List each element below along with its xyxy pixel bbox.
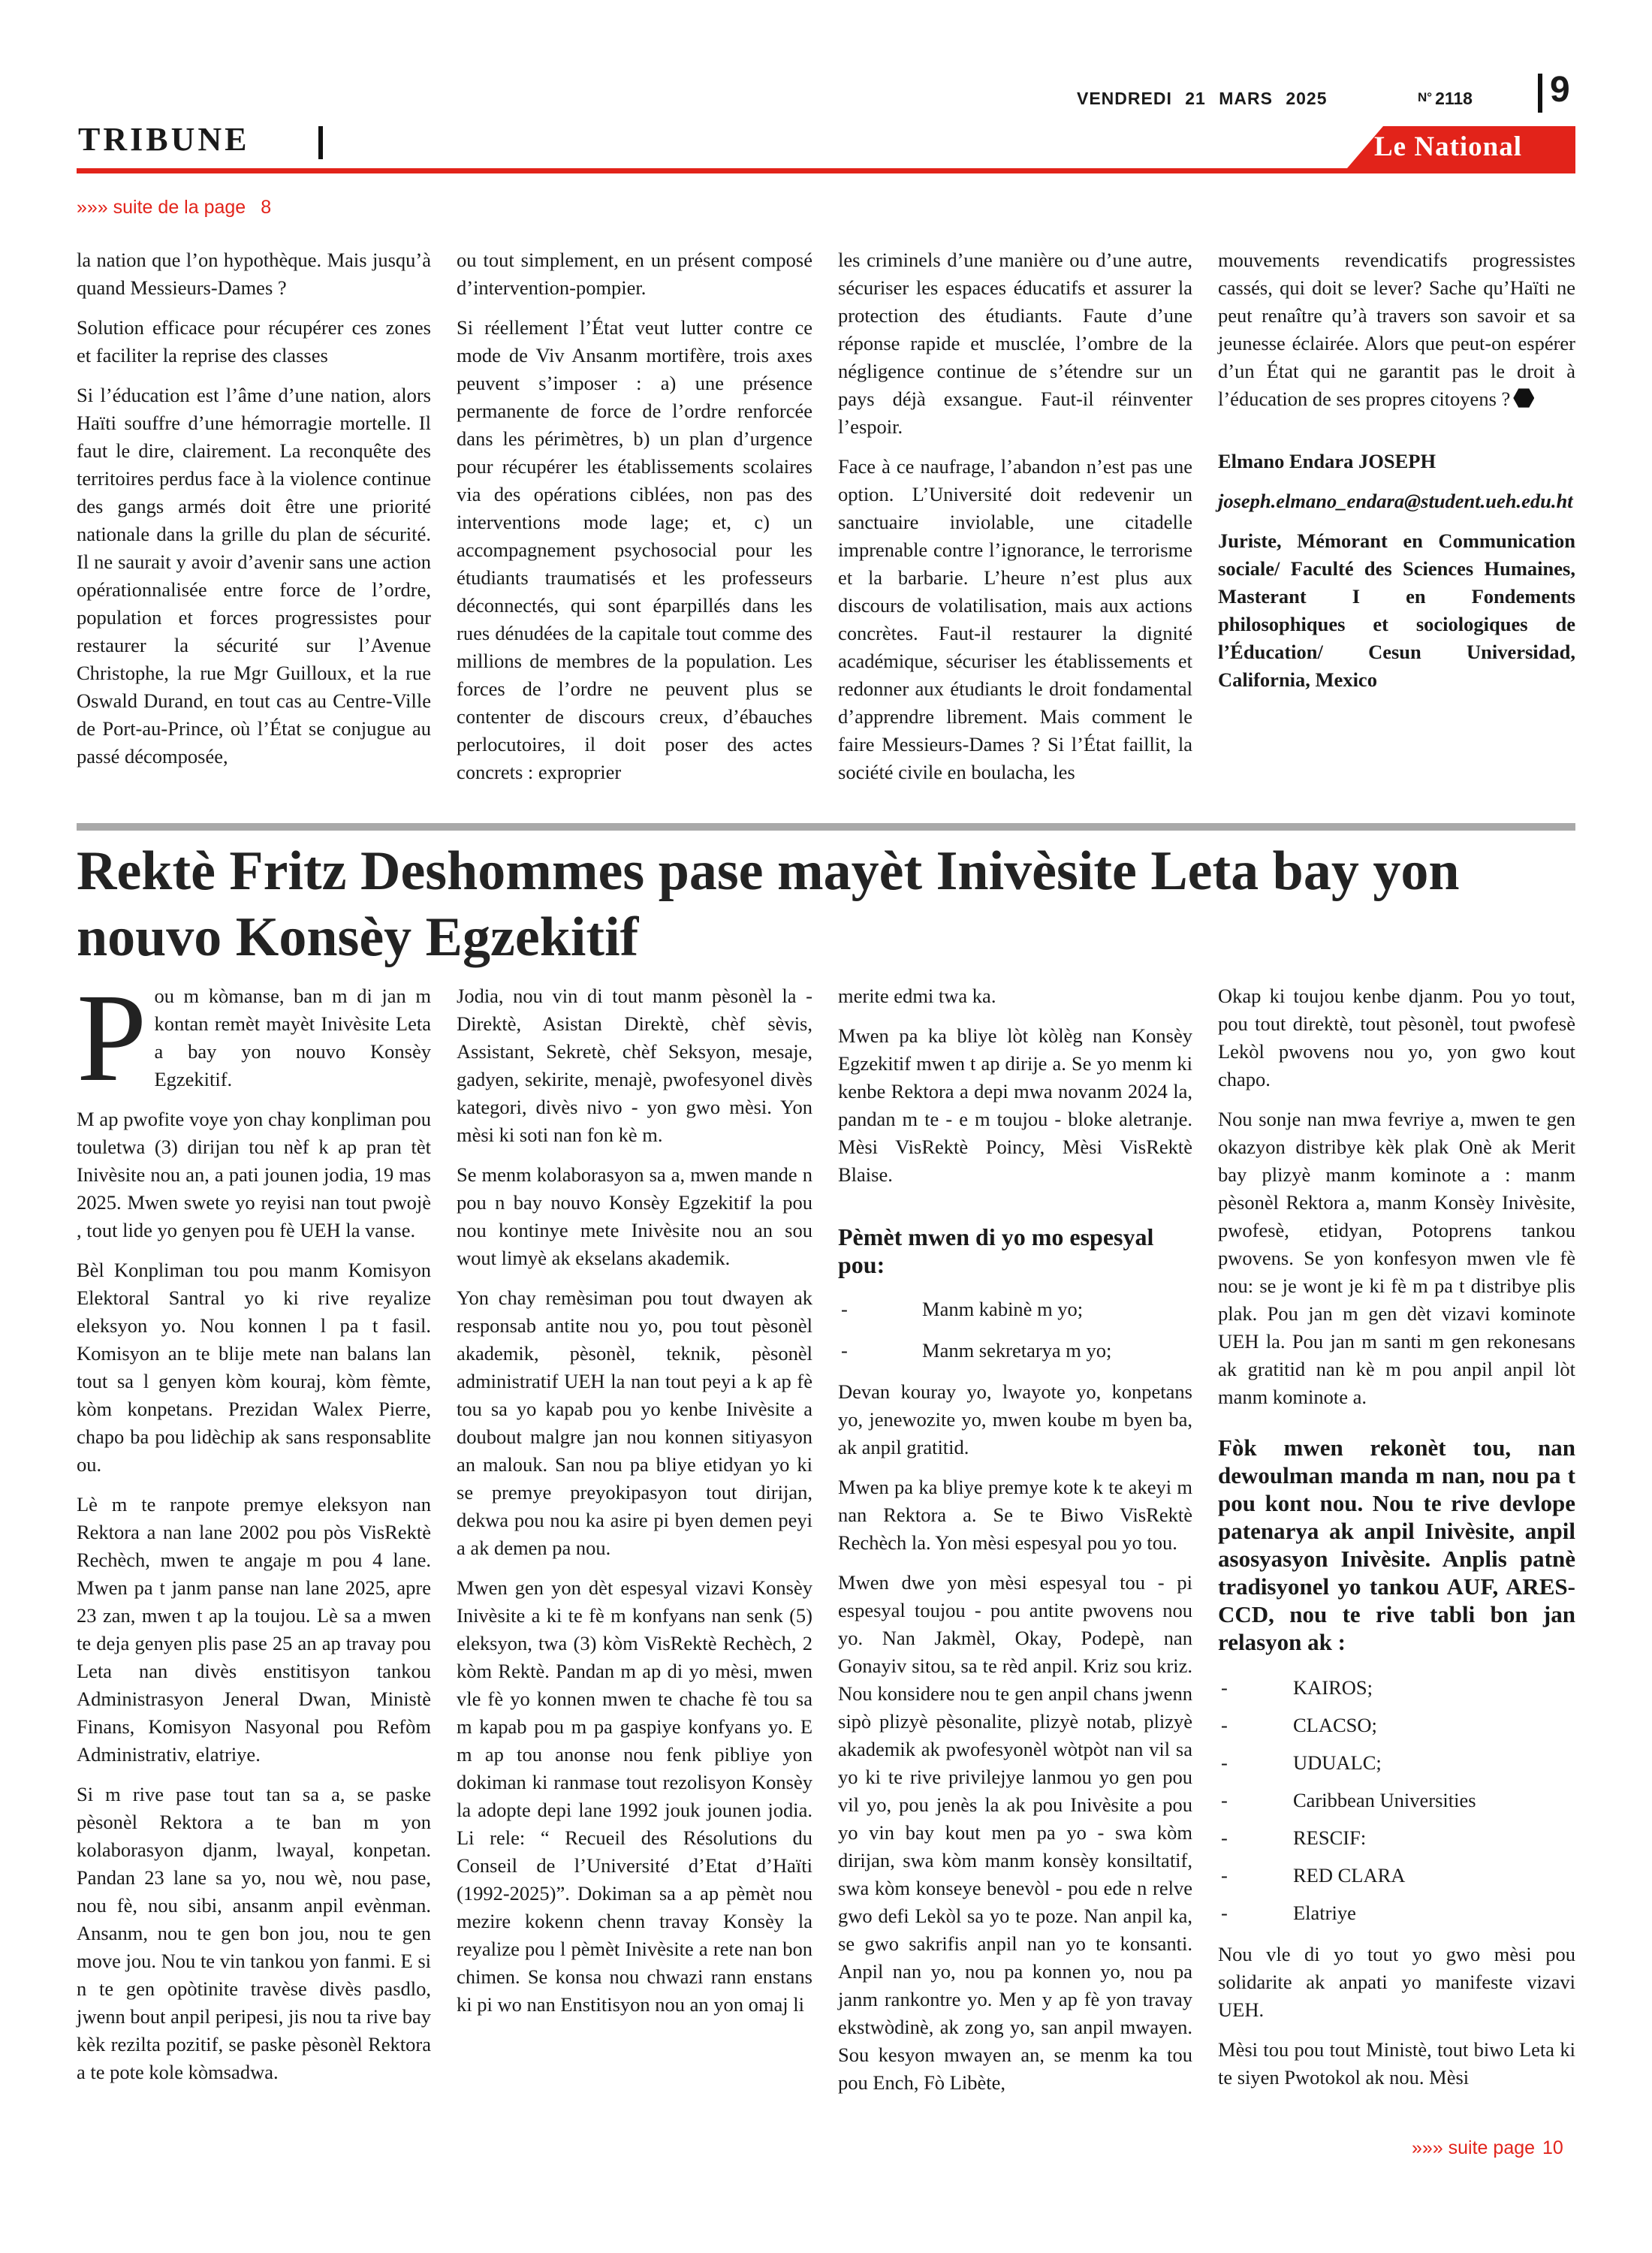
article-paragraph: Nou sonje nan mwa fevriye a, mwen te gen okazyon distribye kèk plak Onè ak Merit bay plizyè manm kominote a : manm pèsonèl Rektora a, manm Konsèy Inivèsite, pwofesè, etidyan, Potoprens tankou pwovens. Se yon konfesyon mwen vle fè nou: se je wont je ki fè m pa t distribye plis plak. Pou jan m gen dèt vizavi kominote UEH la. Pou jan m santi m gen rekonesans ak gratitid nan kè m pou anpil anpil lòt manm kominote a. <box>1218 1108 1575 1408</box>
list-dash: - <box>841 1298 848 1320</box>
tribune-column-1 <box>77 246 431 783</box>
continued-to-page: 10 <box>1542 2137 1563 2158</box>
article-paragraph: Se menm kolaborasyon sa a, mwen mande n pou n bay nouvo Konsèy Egzekitif la pou nou kontinye mete Inivèsite nou an sou wout limyè ak ekselans akademik. <box>457 1163 812 1269</box>
list-item-text: KAIROS; <box>1293 1676 1373 1699</box>
section-title: TRIBUNE <box>78 121 250 158</box>
article-paragraph: Bèl Konpliman tou pou manm Komisyon Elektoral Santral yo ki rive reyalize eleksyon yo. Nou konnen l pa t fasil. Komisyon an te blije mete nan balans lan tout sa l genyen kòm kouraj, kòm fèmte, kòm konpetans. Prezidan Walex Pierre, chapo ba pou lidèchip ak sans responsablite ou. <box>77 1259 431 1476</box>
continued-from-page: 8 <box>261 197 272 218</box>
article-paragraph: Devan kouray yo, lwayote yo, konpetans yo, jenewozite yo, mwen koube m byen ba, ak anpil gratitid. <box>838 1380 1192 1458</box>
tribune-paragraph: Si l’éducation est l’âme d’une nation, alors Haïti souffre d’une hémorragie mortelle. Il faut le dire, clairement. La reconquête des territoires perdus face à la violence continue des gangs armés doit être une priorité nationale dans la grille du plan de sécurité. Il ne saurait y avoir d’avenir sans une action opérationnalisée entre force de l’ordre, population et forces progressistes pour restaurer la sécurité sur l’Avenue Christophe, la rue Mgr Guilloux, et la rue Oswald Durand, en tout cas au Centre-Ville de Port-au-Prince, où l’État se conjugue au passé décomposée, <box>77 384 431 768</box>
article-paragraph: Okap ki toujou kenbe djanm. Pou yo tout, pou tout direktè, tout pèsonèl, tout pwofesè Lekòl pwovens nou yo, yon gwo kout chapo. <box>1218 985 1575 1090</box>
list-item-text: Manm sekretarya m yo; <box>922 1339 1112 1362</box>
header-rule <box>77 168 1575 173</box>
tribune-paragraph: Solution efficace pour récupérer ces zones et faciliter la reprise des classes <box>77 316 431 366</box>
list-item <box>1218 1712 1575 1739</box>
list-item <box>838 1295 1192 1323</box>
article-paragraph: Jodia, nou vin di tout manm pèsonèl la - Direktè, Asistan Direktè, chèf sèvis, Assistant, Sekretè, chèf Seksyon, mesaje, gadyen, sekirite, menajè, pwofesyonel divès kategori, divès nivo - yon gwo mèsi. Yon mèsi ki soti nan fon kè m. <box>457 985 812 1146</box>
article-headline: Rektè Fritz Deshommes pase mayèt Inivèsite Leta bay yon nouvo Konsèy Egzekitif <box>77 840 1460 968</box>
article-paragraph: Mwen dwe yon mèsi espesyal tou - pi espesyal toujou - pou antite pwovens nou yo. Nan Jakmèl, Okay, Podepè, nan Gonayiv sitou, sa te rèd anpil. Kriz sou kriz. Nou konsidere nou te gen anpil chans jwenn sipò plizyè pèsonalite, plizyè notab, plizyè akademik ak pwofesyonèl wòtpòt nan vil sa yo ki te rive privilejye lanmou yo gen pou vil yo, pou jenès la ak pou Inivèsite a pou yo vin bay kout men pa yo - swa kòm dirijan, swa kòm manm konsèy konsiltatif, swa kòm konseye benevòl - pou ede n relve gwo defi Lekòl sa yo te poze. Nan anpil ka, se gwo sakrifis anpil nan yo te konsanti. Anpil nan yo, nou pa konnen yo, nou pa janm rankontre yo. Men y ap fè yon travay ekstwòdinè, ak zong yo, san anpil mwayen. Sou kesyon mwayen an, se menm ka tou pou Ench, Fò Libète, <box>838 1571 1192 2094</box>
lead-text: ou m kòmanse, ban m di jan m kontan remèt mayèt Inivèsite Leta a bay yon nouvo Konsèy Egzekitif. <box>154 985 431 1090</box>
issue-number-prefix: N° <box>1418 90 1433 104</box>
list-dash: - <box>1221 1902 1228 1924</box>
list-item <box>1218 1787 1575 1814</box>
article-divider <box>77 823 1575 831</box>
list-item <box>1218 1899 1575 1927</box>
tribune-paragraph: la nation que l’on hypothèque. Mais jusqu’à quand Messieurs-Dames ? <box>77 249 431 299</box>
continued-from <box>77 197 271 219</box>
list-item-text: RED CLARA <box>1293 1864 1406 1887</box>
continued-to-label: »»» suite page <box>1412 2137 1536 2158</box>
newspaper-name: Le National <box>1374 131 1523 162</box>
list-dash: - <box>1221 1714 1228 1736</box>
tribune-column-3 <box>838 246 1192 798</box>
continued-from-label: »»» suite de la page <box>77 197 246 218</box>
thanks-list <box>838 1295 1192 1365</box>
list-dash: - <box>1221 1751 1228 1774</box>
article-subheading: Pèmèt mwen di yo mo espesyal pou: <box>838 1223 1154 1278</box>
list-item <box>1218 1824 1575 1852</box>
list-item-text: UDUALC; <box>1293 1751 1382 1774</box>
continued-to <box>1412 2137 1563 2159</box>
author-name: Elmano Endara JOSEPH <box>1218 450 1436 472</box>
list-item-text: Caribbean Universities <box>1293 1789 1476 1811</box>
issue-number-value: 2118 <box>1435 89 1473 108</box>
article-paragraph: Mwen pa ka bliye lòt kòlèg nan Konsèy Egzekitif mwen t ap dirije a. Se yo menm ki kenbe Rektora a depi mwa novanm 2024 la, pandan m te - e m toujou - bloke aletranje. Mèsi VisRektè Poincy, Mèsi VisRektè Blaise. <box>838 1024 1192 1186</box>
tribune-column-2 <box>457 246 812 798</box>
tribune-paragraph: les criminels d’une manière ou d’une autre, sécuriser les espaces éducatifs et assurer la protection des étudiants. Faute d’une réponse rapide et musclée, l’ombre de la négligence continue de s’étendre sur un pays déjà exsangue. Faut-il réinventer l’espoir. <box>838 249 1192 438</box>
list-item-text: Manm kabinè m yo; <box>922 1298 1084 1320</box>
list-dash: - <box>841 1339 848 1362</box>
article-paragraph: Nou vle di yo tout yo gwo mèsi pou solidarite ak anpati yo manifeste vizavi UEH. <box>1218 1943 1575 2021</box>
list-item <box>1218 1749 1575 1777</box>
list-item-text: Elatriye <box>1293 1902 1356 1924</box>
article-paragraph: Lè m te ranpote premye eleksyon nan Rektora a nan lane 2002 pou pòs VisRektè Rechèch, mwen te angaje m pou 4 lane. Mwen pa t janm panse nan lane 2025, apre 23 zan, mwen t ap la toujou. Lè sa a mwen te deja genyen plis pase 25 an ap travay pou Leta nan divès enstitisyon tankou Administrasyon Jeneral Dwan, Ministè Finans, Komisyon Nasyonal pou Refòm Administrativ, elatriye. <box>77 1493 431 1766</box>
article-paragraph: Si m rive pase tout tan sa a, se paske pèsonèl Rektora a te ban m yon kolaborasyon djanm, lwayal, konpetan. Pandan 23 lane sa yo, nou wè, nou pase, nou fè, nou sibi, ansanm anpil evènman. Ansanm, nou te gen bon jou, nou te gen move jou. Nou te vin tankou yon fanmi. E si n te gen opòtinite travèse divès pasdlo, jwenn bout anpil peripesi, jis nou ta rive bay kèk rezilta pozitif, se paske pèsonèl Rektora a te pote kole kòmsadwa. <box>77 1783 431 2083</box>
article-paragraph: Mwen gen yon dèt espesyal vizavi Konsèy Inivèsite a ki te fè m konfyans nan senk (5) eleksyon, twa (3) kòm VisRektè Rechèch, 2 kòm Rektè. Pandan m ap di yo mèsi, mwen vle fè yo konnen mwen te chache fè tou sa m kapab pou m pa gaspiye konfyans yo. E m ap tou anonse nou fenk pibliye yon dokiman ki ranmase tout rezolisyon Konsèy la adopte depi lane 1992 jouk jounen jodia. Li rele: “ Recueil des Résolutions du Conseil de l’Université d’Etat d’Haïti (1992-2025)”. Dokiman sa a ap pèmèt nou mezire kokenn chenn travay Konsèy la reyalize pou l pèmèt Inivèsite a rete nan bon chimen. Se konsa nou chwazi rann enstans ki pi wo nan Enstitisyon nou an yon omaj li <box>457 1576 812 2016</box>
page-number: 9 <box>1550 70 1570 110</box>
article-paragraph: Yon chay remèsiman pou tout dwayen ak responsab antite nou yo, pou tout pèsonèl akademik, pèsonèl, teknik, pèsonèl administratif UEH la nan tout peyi a k ap fè tou sa yo kapab pou yo kenbe Inivèsite a doubout malgre jan nou konnen sitiyasyon an malouk. San nou pa bliye etidyan yo ki se premye preyokipasyon tout dirijan, dekwa pou nou ka asire pi byen demen peyi a ak demen pa nou. <box>457 1286 812 1559</box>
list-dash: - <box>1221 1676 1228 1699</box>
list-item <box>1218 1862 1575 1890</box>
article-paragraph: Mèsi tou pou tout Ministè, tout biwo Leta ki te siyen Pwotokol ak nou. Mèsi <box>1218 2038 1575 2089</box>
tribune-closing-text: mouvements revendicatifs progressistes cassés, qui doit se lever? Sache qu’Haïti ne peut renaître qu’à travers son savoir et sa jeunesse éclairée. Alors que peut-on espérer d’un État qui ne garantit pas le droit à l’éducation de ses propres citoyens ? <box>1218 249 1575 410</box>
issue-number <box>1418 89 1473 109</box>
article-column-4 <box>1218 982 1575 2104</box>
section-divider <box>318 126 323 159</box>
list-dash: - <box>1221 1864 1228 1887</box>
tribune-column-4 <box>1218 246 1575 706</box>
tribune-paragraph: ou tout simplement, en un présent composé d’intervention-pompier. <box>457 249 812 299</box>
tribune-paragraph <box>1218 246 1575 413</box>
list-dash: - <box>1221 1826 1228 1849</box>
article-paragraph: M ap pwofite voye yon chay konpliman pou touletwa (3) dirijan tou nèf k ap pran tèt Inivèsite nou an, a pati jounen jodia, 19 mas 2025. Mwen swete yo reyisi nan tout pwojè , tout lide yo genyen pou fè UEH la vanse. <box>77 1108 431 1241</box>
article-paragraph: Mwen pa ka bliye premye kote k te akeyi m nan Rektora a. Se te Biwo VisRektè Rechèch la. Yon mèsi espesyal pou yo tou. <box>838 1476 1192 1554</box>
list-item-text: RESCIF: <box>1293 1826 1367 1849</box>
author-email: joseph.elmano_endara@student.ueh.edu.ht <box>1218 490 1573 512</box>
drop-cap: P <box>77 968 147 1108</box>
author-bio: Juriste, Mémorant en Communication sociale/ Faculté des Sciences Humaines, Masterant I en Fondements philosophiques et sociologiques de l’Éducation/ Cesun Universidad, California, Mexico <box>1218 529 1575 691</box>
header-divider <box>1538 74 1542 113</box>
lead-paragraph <box>77 968 431 1108</box>
end-of-article-icon <box>1513 388 1534 409</box>
tribune-paragraph: Si réellement l’État veut lutter contre ce mode de Viv Ansanm mortifère, trois axes peuvent s’imposer : a) une présence permanente de force de l’ordre renforcée dans les périmètres, b) un plan d’urgence pour récupérer les établissements scolaires via des opérations ciblées, non pas des interventions mode lage; et, c) un accompagnement psychosocial pour les étudiants traumatisés et les professeurs déconnectés, qui sont éparpillés dans les rues dénudées de la capitale tout comme des millions de membres de la population. Les forces de l’ordre ne peuvent plus se contenter de discours creux, d’ébauches perlocutoires, il doit poser des actes concrets : exproprier <box>457 316 812 783</box>
list-item-text: CLACSO; <box>1293 1714 1377 1736</box>
article-column-3 <box>838 982 1192 2109</box>
list-dash: - <box>1221 1789 1228 1811</box>
partner-list <box>1218 1674 1575 1927</box>
article-paragraph: merite edmi twa ka. <box>838 985 996 1007</box>
issue-date: VENDREDI 21 MARS 2025 <box>1077 89 1328 108</box>
article-column-2 <box>457 982 812 2031</box>
partnership-paragraph: Fòk mwen rekonèt tou, nan dewoulman manda m nan, nou pa t pou kont nou. Nou te rive devlope patenarya ak anpil Inivèsite, anpil asosyasyon Inivèsite. Anplis patnè tradisyonel yo tankou AUF, ARES-CCD, nou te rive tabli bon jan relasyon ak : <box>1218 1434 1575 1655</box>
list-item <box>838 1337 1192 1365</box>
list-item <box>1218 1674 1575 1702</box>
article-column-1 <box>77 968 431 2098</box>
tribune-paragraph: Face à ce naufrage, l’abandon n’est pas une option. L’Université doit redevenir un sanctuaire inviolable, une citadelle imprenable contre l’ignorance, le terrorisme et la barbarie. L’heure n’est plus aux discours de volatilisation, mais aux actions concrètes. Faut-il restaurer la dignité académique, sécuriser les établissements et redonner aux étudiants le droit fondamental d’apprendre librement. Mais comment le faire Messieurs-Dames ? Si l’État faillit, la société civile en boulacha, les <box>838 455 1192 783</box>
